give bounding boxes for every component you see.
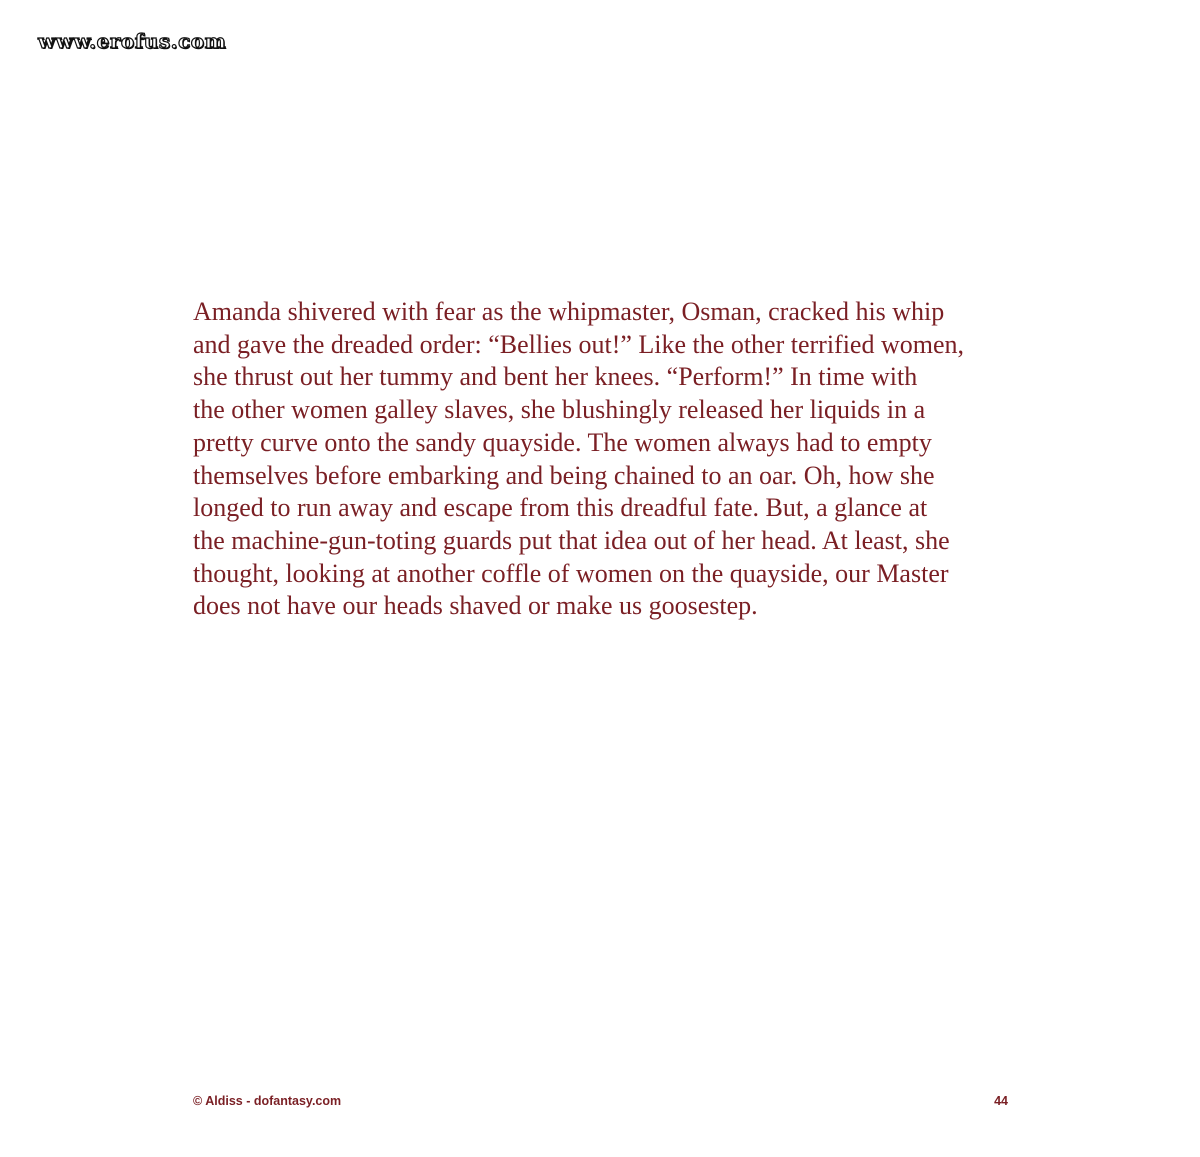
story-line-3: she thrust out her tummy and bent her knees. “Perform!” In time with <box>193 362 918 392</box>
story-line-2: and gave the dreaded order: “Bellies out!” Like the other terrified women, <box>193 329 965 359</box>
watermark: www.erofus.com <box>38 29 227 53</box>
story-line-10: does not have our heads shaved or make us goosestep. <box>193 591 758 621</box>
story-line-9: thought, looking at another coffle of women on the quayside, our Master <box>193 558 949 588</box>
story-line-5: pretty curve onto the sandy quayside. The women always had to empty <box>193 427 932 457</box>
page-number: 44 <box>994 1094 1008 1108</box>
story-line-4: the other women galley slaves, she blushingly released her liquids in a <box>193 395 926 425</box>
story-line-7: longed to run away and escape from this dreadful fate. But, a glance at <box>193 493 928 523</box>
footer-copyright: © Aldiss - dofantasy.com <box>193 1094 342 1108</box>
story-line-6: themselves before embarking and being chained to an oar. Oh, how she <box>193 460 935 490</box>
story-paragraph <box>193 296 1023 623</box>
story-line-8: the machine-gun-toting guards put that idea out of her head. At least, she <box>193 525 950 555</box>
story-line-1: Amanda shivered with fear as the whipmaster, Osman, cracked his whip <box>193 297 945 326</box>
